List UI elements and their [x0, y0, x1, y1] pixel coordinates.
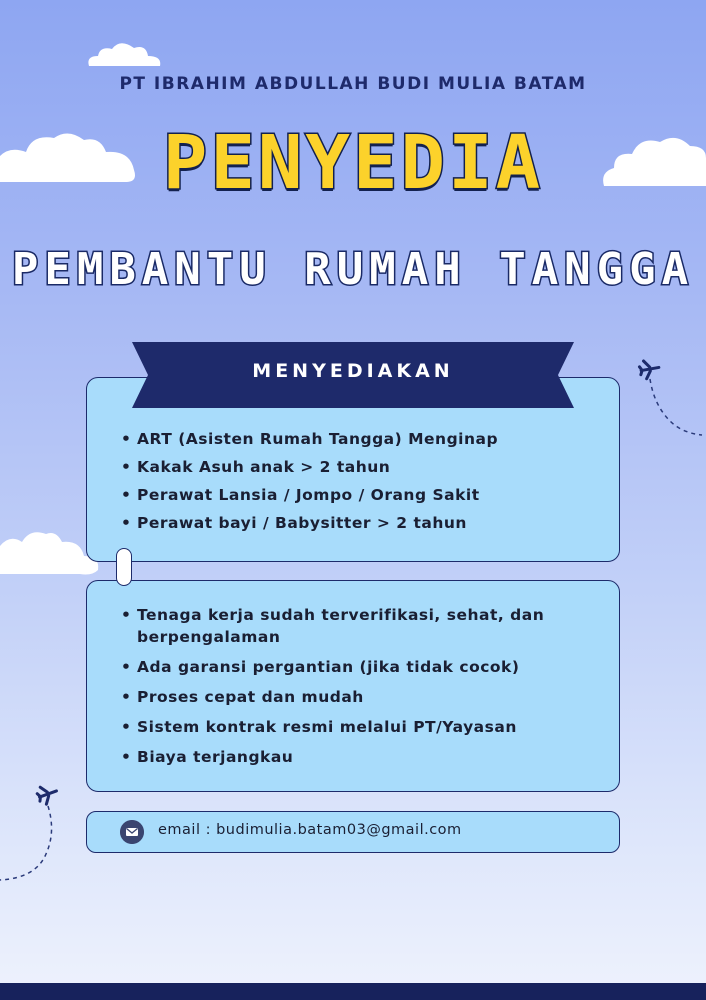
services-list [121, 428, 601, 540]
plane-icon-right [630, 355, 706, 445]
list-item: • Perawat Lansia / Jompo / Orang Sakit [121, 484, 601, 506]
list-item: • Biaya terjangkau [121, 746, 601, 768]
list-item: • Perawat bayi / Babysitter > 2 tahun [121, 512, 601, 534]
page-subtitle: PEMBANTU RUMAH TANGGA [11, 244, 695, 295]
list-item: • Tenaga kerja sudah terverifikasi, sehat, dan berpengalaman [121, 604, 601, 648]
list-item: • Ada garansi pergantian (jika tidak cocok) [121, 656, 601, 678]
footer-bar [0, 983, 706, 1000]
list-item: • ART (Asisten Rumah Tangga) Menginap [121, 428, 601, 450]
email-icon [120, 820, 144, 844]
list-item: • Kakak Asuh anak > 2 tahun [121, 456, 601, 478]
benefits-list [121, 604, 601, 776]
page-title: PENYEDIA [162, 120, 544, 206]
plane-icon-left [0, 780, 70, 884]
list-item: • Sistem kontrak resmi melalui PT/Yayasan [121, 716, 601, 738]
cloud-top-left [84, 40, 164, 70]
ribbon-label: MENYEDIAKAN [252, 360, 454, 382]
company-name: PT IBRAHIM ABDULLAH BUDI MULIA BATAM [119, 74, 587, 94]
list-item: • Proses cepat dan mudah [121, 686, 601, 708]
contact-email[interactable]: email : budimulia.batam03@gmail.com [158, 822, 462, 838]
card-connector [116, 548, 132, 586]
